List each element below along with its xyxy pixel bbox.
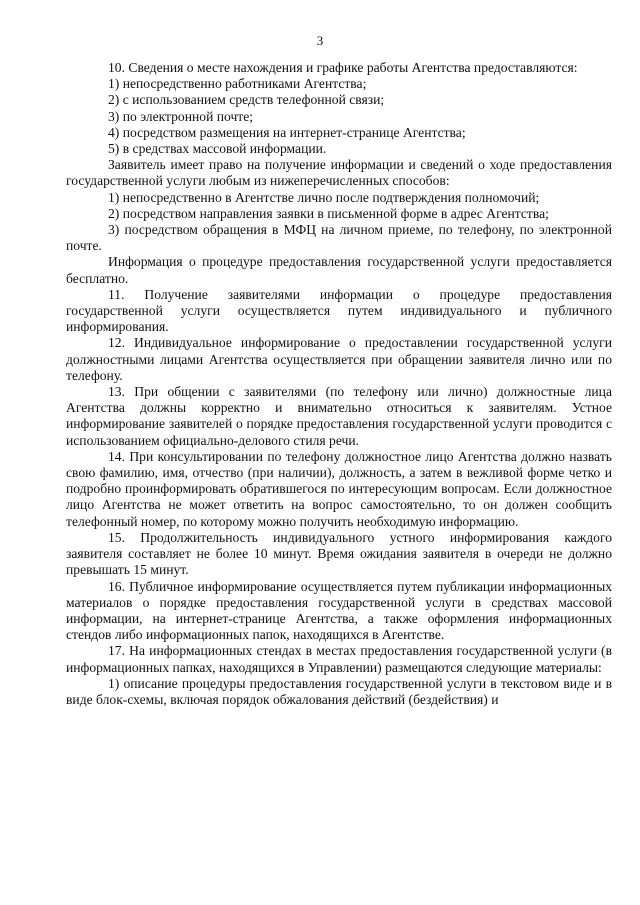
list-item: 1) непосредственно в Агентстве лично после подтверждения полномочий; — [108, 189, 540, 205]
list-item: 1) описание процедуры предоставления государственной услуги в текстовом виде и в виде блок-схемы, включая порядок обжалования действий (бездействия) и — [66, 675, 612, 707]
list-item: 2) посредством направления заявки в письменной форме в адрес Агентства; — [108, 205, 549, 221]
list-item: 1) непосредственно работниками Агентства; — [108, 76, 367, 92]
list-item: 4) посредством размещения на интернет-странице Агентства; — [108, 124, 466, 140]
paragraph: 15. Продолжительность индивидуального устного информирования каждого заявителя составляет не более 10 минут. Время ожидания заявителя в очереди не должно превышать 15 минут. — [66, 529, 612, 578]
paragraph: 12. Индивидуальное информирование о предоставлении государственной услуги должностными лицами Агентства осуществляется при обращении заявителя лично или по телефону. — [66, 335, 612, 383]
paragraph: 14. При консультировании по телефону должностное лицо Агентства должно назвать свою фамилию, имя, отчество (при наличии), должность, а затем в вежливой форме четко и подробно проинформировать обратившегося по интересующим вопросам. Если должностное лицо Агентства не может ответить на вопрос самостоятельно, то он должен сообщить телефонный номер, по которому можно получить необходимую информацию. — [66, 448, 612, 529]
paragraph: 13. При общении с заявителями (по телефону или лично) должностные лица Агентства должны корректно и внимательно относиться к заявителям. Устное информирование заявителей о порядке предоставления государственной услуги проводится с использованием официально-делового стиля речи. — [66, 384, 612, 448]
list-item: 3) по электронной почте; — [108, 108, 254, 124]
paragraph: 10. Сведения о месте нахождения и графике работы Агентства предоставляются: — [108, 60, 578, 75]
document-body — [66, 60, 612, 708]
paragraph: 17. На информационных стендах в местах предоставления государственной услуги (в информационных папках, находящихся в Управлении) размещаются следующие материалы: — [66, 643, 612, 675]
paragraph: Заявитель имеет право на получение информации и сведений о ходе предоставления государственной услуги любым из нижеперечисленных способов: — [66, 157, 612, 189]
list-item: 2) с использованием средств телефонной связи; — [108, 92, 385, 108]
paragraph: Информация о процедуре предоставления государственной услуги предоставляется бесплатно. — [66, 254, 612, 286]
page-number: 3 — [316, 33, 324, 48]
paragraph: 11. Получение заявителями информации о процедуре предоставления государственной услуги осуществляется путем индивидуального и публичного информирования. — [66, 286, 612, 335]
list-item: 3) посредством обращения в МФЦ на личном приеме, по телефону, по электронной почте. — [66, 222, 612, 254]
list-item: 5) в средствах массовой информации. — [108, 141, 327, 157]
paragraph: 16. Публичное информирование осуществляется путем публикации информационных материалов о порядке предоставления государственной услуги в средствах массовой информации, на интернет-странице Агентства, а также оформления информационных стендов либо информационных папок, находящихся в Агентстве. — [66, 578, 612, 643]
